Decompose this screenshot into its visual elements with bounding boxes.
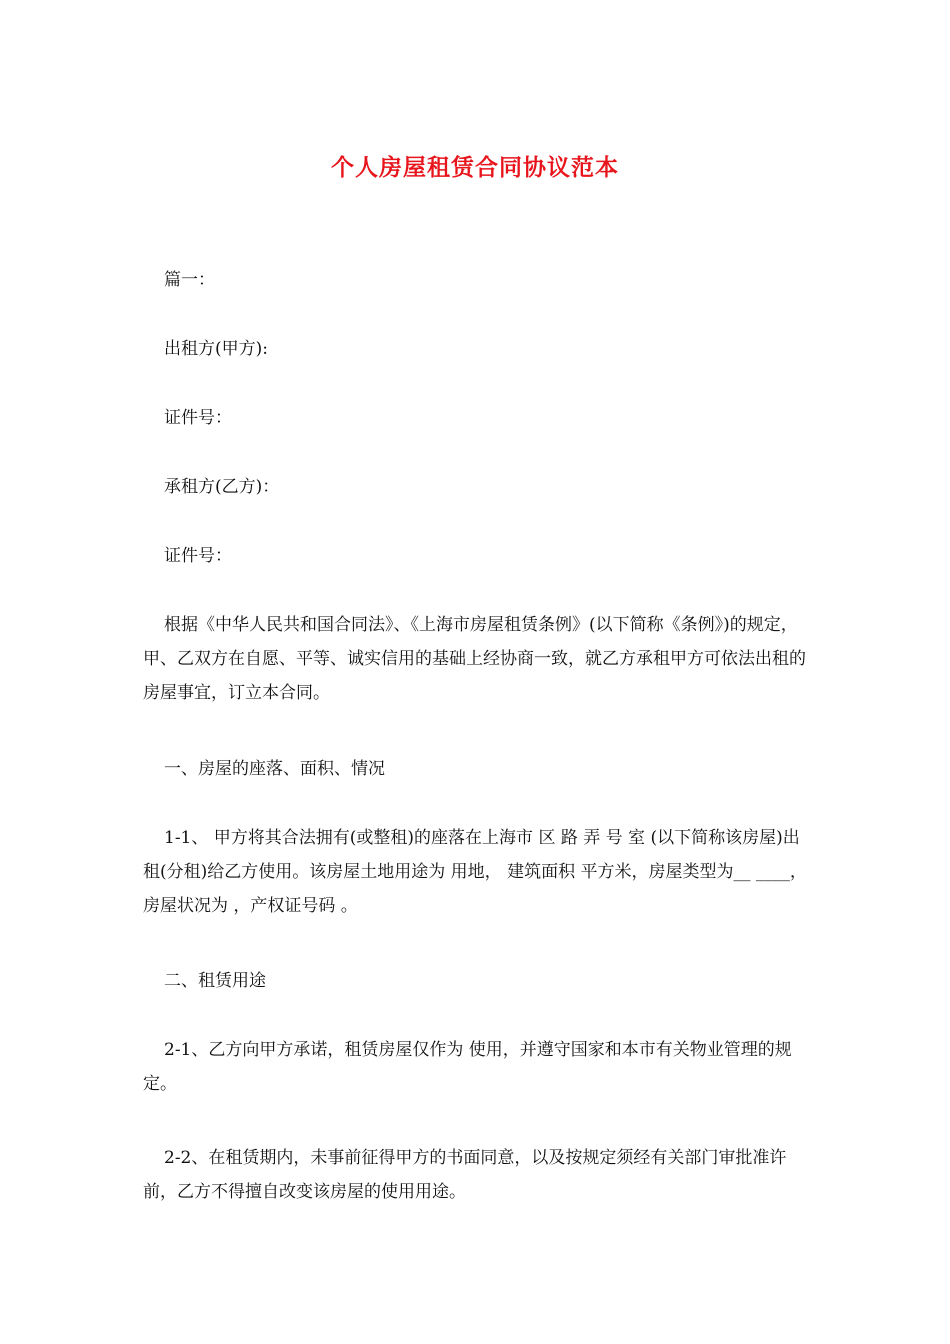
document-title: 个人房屋租赁合同协议范本 bbox=[331, 154, 619, 181]
paragraph-lessor: 出租方(甲方): bbox=[164, 339, 268, 359]
paragraph-lessor-id: 证件号： bbox=[164, 408, 232, 428]
paragraph-lessee-id: 证件号： bbox=[164, 546, 232, 566]
paragraph-clause-1-1: 1-1、 甲方将其合法拥有(或整租)的座落在上海市 区 路 弄 号 室 (以下简称该房屋)出租(分租)给乙方使用。该房屋土地用途为 用地， 建筑面积 平方米，房屋类型为__ ____，房屋状况为 ，产权证号码 。 bbox=[143, 828, 807, 916]
paragraph-preamble: 根据《中华人民共和国合同法》、《上海市房屋租赁条例》(以下简称《条例》)的规定，甲、乙双方在自愿、平等、诚实信用的基础上经协商一致，就乙方承租甲方可依法出租的房屋事宜，订立本合同。 bbox=[143, 615, 806, 703]
heading-section-2: 二、租赁用途 bbox=[164, 971, 266, 991]
paragraph-clause-2-2: 2-2、在租赁期内，未事前征得甲方的书面同意，以及按规定须经有关部门审批准许前，乙方不得擅自改变该房屋的使用用途。 bbox=[143, 1148, 787, 1202]
heading-section-1: 一、房屋的座落、面积、情况 bbox=[164, 759, 385, 779]
paragraph-lessee: 承租方(乙方)： bbox=[164, 477, 280, 497]
paragraph-section-label: 篇一： bbox=[164, 270, 215, 290]
paragraph-clause-2-1: 2-1、乙方向甲方承诺，租赁房屋仅作为 使用，并遵守国家和本市有关物业管理的规定。 bbox=[143, 1040, 792, 1094]
